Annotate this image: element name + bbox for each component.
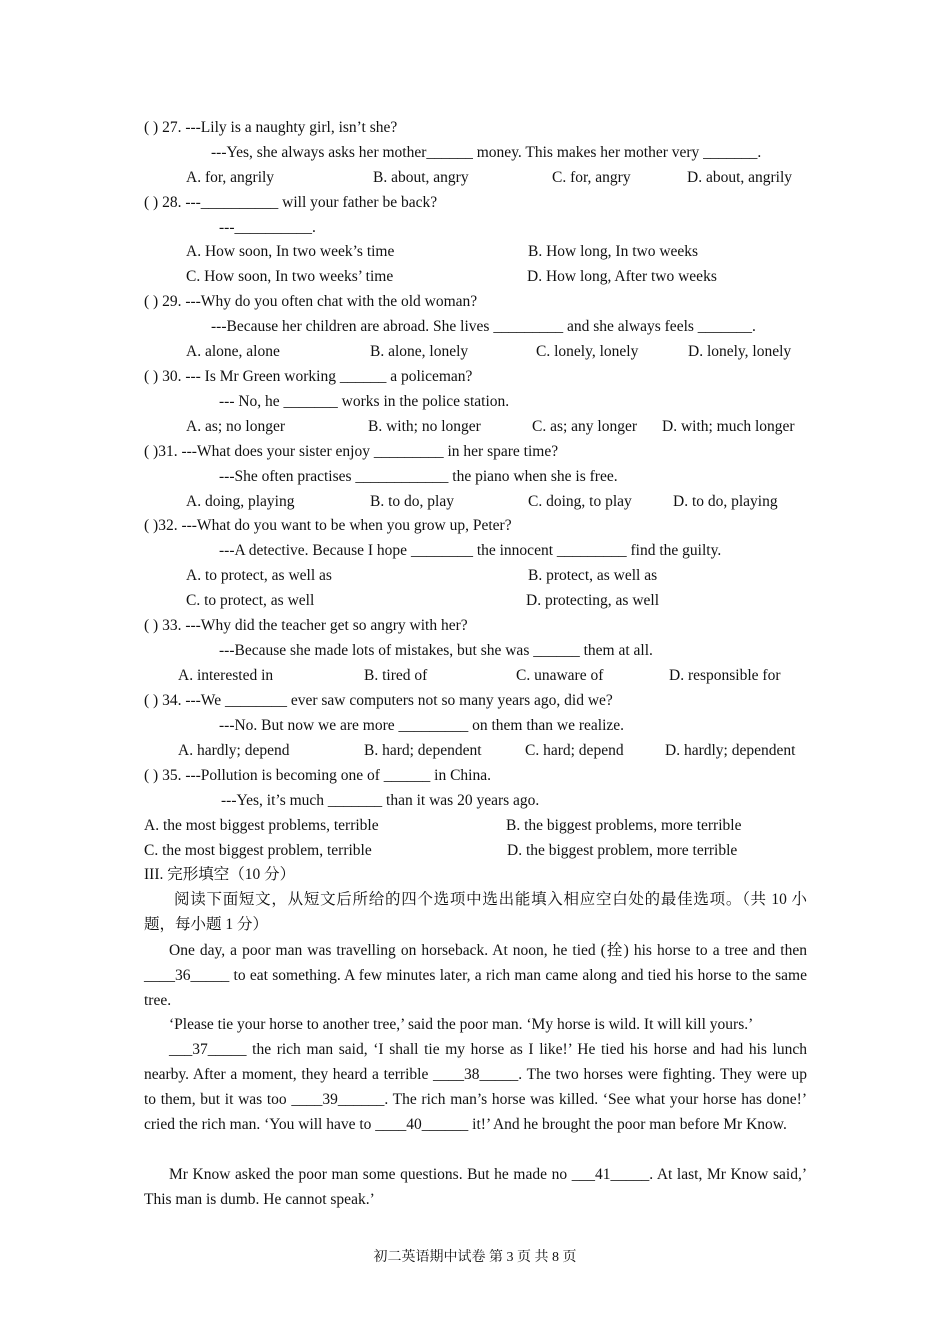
question-32-option-d: D. protecting, as well bbox=[526, 592, 660, 609]
page-footer: 初二英语期中试卷 第 3 页 共 8 页 bbox=[373, 1250, 577, 1265]
question-35-option-d: D. the biggest problem, more terrible bbox=[507, 842, 738, 859]
question-29-option-c: C. lonely, lonely bbox=[536, 343, 639, 360]
question-31-option-c: C. doing, to play bbox=[528, 493, 632, 510]
question-34-option-d: D. hardly; dependent bbox=[665, 742, 796, 759]
question-30-option-d: D. with; much longer bbox=[662, 418, 795, 435]
question-35-option-a: A. the most biggest problems, terrible bbox=[144, 817, 379, 834]
question-35-option-b: B. the biggest problems, more terrible bbox=[506, 817, 742, 834]
question-27-option-b: B. about, angry bbox=[373, 169, 469, 186]
passage-paragraph-4: Mr Know asked the poor man some questions. But he made no ___41_____. At last, Mr Know said,’ This man is dumb. He cannot speak.’ bbox=[144, 1166, 807, 1208]
question-31-stem: ( )31. ---What does your sister enjoy _________ in her spare time? bbox=[144, 443, 559, 460]
question-29-stem: ( ) 29. ---Why do you often chat with the old woman? bbox=[144, 293, 478, 310]
question-29-option-d: D. lonely, lonely bbox=[688, 343, 792, 360]
question-32-option-b: B. protect, as well as bbox=[528, 567, 658, 584]
question-31-option-b: B. to do, play bbox=[370, 493, 454, 510]
passage-paragraph-1: One day, a poor man was travelling on horseback. At noon, he tied (拴) his horse to a tree and then ____36_____ to eat something. A few minutes later, a rich man came along and tied his horse to the same tree. bbox=[144, 942, 807, 1009]
question-30-reply: --- No, he _______ works in the police station. bbox=[219, 393, 510, 410]
question-28-option-d: D. How long, After two weeks bbox=[527, 268, 717, 285]
passage-paragraph-3: ___37_____ the rich man said, ‘I shall tie my horse as I like!’ He tied his horse and had his lunch nearby. After a moment, they heard a terrible ____38_____. The two horses were fighting. They were up to them, but it was too ____39______. The rich man’s horse was killed. ‘See what your horse has done!’ cried the rich man. ‘You will have to ____40______ it!’ And he brought the poor man before Mr Know. bbox=[144, 1041, 807, 1133]
question-33-option-d: D. responsible for bbox=[669, 667, 781, 684]
question-29-option-a: A. alone, alone bbox=[186, 343, 280, 360]
question-33-option-c: C. unaware of bbox=[516, 667, 604, 684]
question-33-option-a: A. interested in bbox=[178, 667, 274, 684]
question-33-reply: ---Because she made lots of mistakes, but she was ______ them at all. bbox=[219, 642, 653, 659]
question-27-reply: ---Yes, she always asks her mother______ money. This makes her mother very _______. bbox=[211, 144, 762, 161]
question-29-reply: ---Because her children are abroad. She lives _________ and she always feels _______. bbox=[211, 318, 756, 335]
question-35-option-c: C. the most biggest problem, terrible bbox=[144, 842, 372, 859]
question-27-option-c: C. for, angry bbox=[552, 169, 631, 186]
question-28-option-b: B. How long, In two weeks bbox=[528, 243, 699, 260]
question-27-option-a: A. for, angrily bbox=[186, 169, 275, 186]
question-32-option-a: A. to protect, as well as bbox=[186, 567, 332, 584]
passage-paragraph-2: ‘Please tie your horse to another tree,’ said the poor man. ‘My horse is wild. It will kill yours.’ bbox=[169, 1016, 754, 1033]
question-31-option-a: A. doing, playing bbox=[186, 493, 295, 510]
question-35-reply: ---Yes, it’s much _______ than it was 20 years ago. bbox=[221, 792, 540, 809]
question-35-stem: ( ) 35. ---Pollution is becoming one of ______ in China. bbox=[144, 767, 491, 784]
question-28-reply: ---__________. bbox=[219, 219, 316, 236]
question-29-option-b: B. alone, lonely bbox=[370, 343, 469, 360]
question-28-stem: ( ) 28. ---__________ will your father be back? bbox=[144, 194, 438, 211]
question-27-stem: ( ) 27. ---Lily is a naughty girl, isn’t she? bbox=[144, 119, 398, 136]
question-27-option-d: D. about, angrily bbox=[687, 169, 793, 186]
question-34-option-b: B. hard; dependent bbox=[364, 742, 482, 759]
question-32-option-c: C. to protect, as well bbox=[186, 592, 315, 609]
question-28-option-c: C. How soon, In two weeks’ time bbox=[186, 268, 394, 285]
question-30-option-b: B. with; no longer bbox=[368, 418, 481, 435]
question-30-option-c: C. as; any longer bbox=[532, 418, 638, 435]
question-30-option-a: A. as; no longer bbox=[186, 418, 286, 435]
question-33-option-b: B. tired of bbox=[364, 667, 428, 684]
question-32-stem: ( )32. ---What do you want to be when you grow up, Peter? bbox=[144, 517, 512, 534]
question-33-stem: ( ) 33. ---Why did the teacher get so angry with her? bbox=[144, 617, 468, 634]
question-34-option-a: A. hardly; depend bbox=[178, 742, 290, 759]
question-28-option-a: A. How soon, In two week’s time bbox=[186, 243, 395, 260]
question-32-reply: ---A detective. Because I hope ________ the innocent _________ find the guilty. bbox=[219, 542, 722, 559]
question-31-reply: ---She often practises ____________ the piano when she is free. bbox=[219, 468, 618, 485]
question-30-stem: ( ) 30. --- Is Mr Green working ______ a policeman? bbox=[144, 368, 473, 385]
question-34-stem: ( ) 34. ---We ________ ever saw computers not so many years ago, did we? bbox=[144, 692, 613, 709]
question-34-reply: ---No. But now we are more _________ on them than we realize. bbox=[219, 717, 625, 734]
question-34-option-c: C. hard; depend bbox=[525, 742, 624, 759]
question-31-option-d: D. to do, playing bbox=[673, 493, 778, 510]
section-heading: III. 完形填空（10 分） bbox=[144, 866, 296, 883]
section-instruction: 阅读下面短文，从短文后所给的四个选项中选出能填入相应空白处的最佳选项。（共 10 小题，每小题 1 分） bbox=[144, 891, 807, 933]
